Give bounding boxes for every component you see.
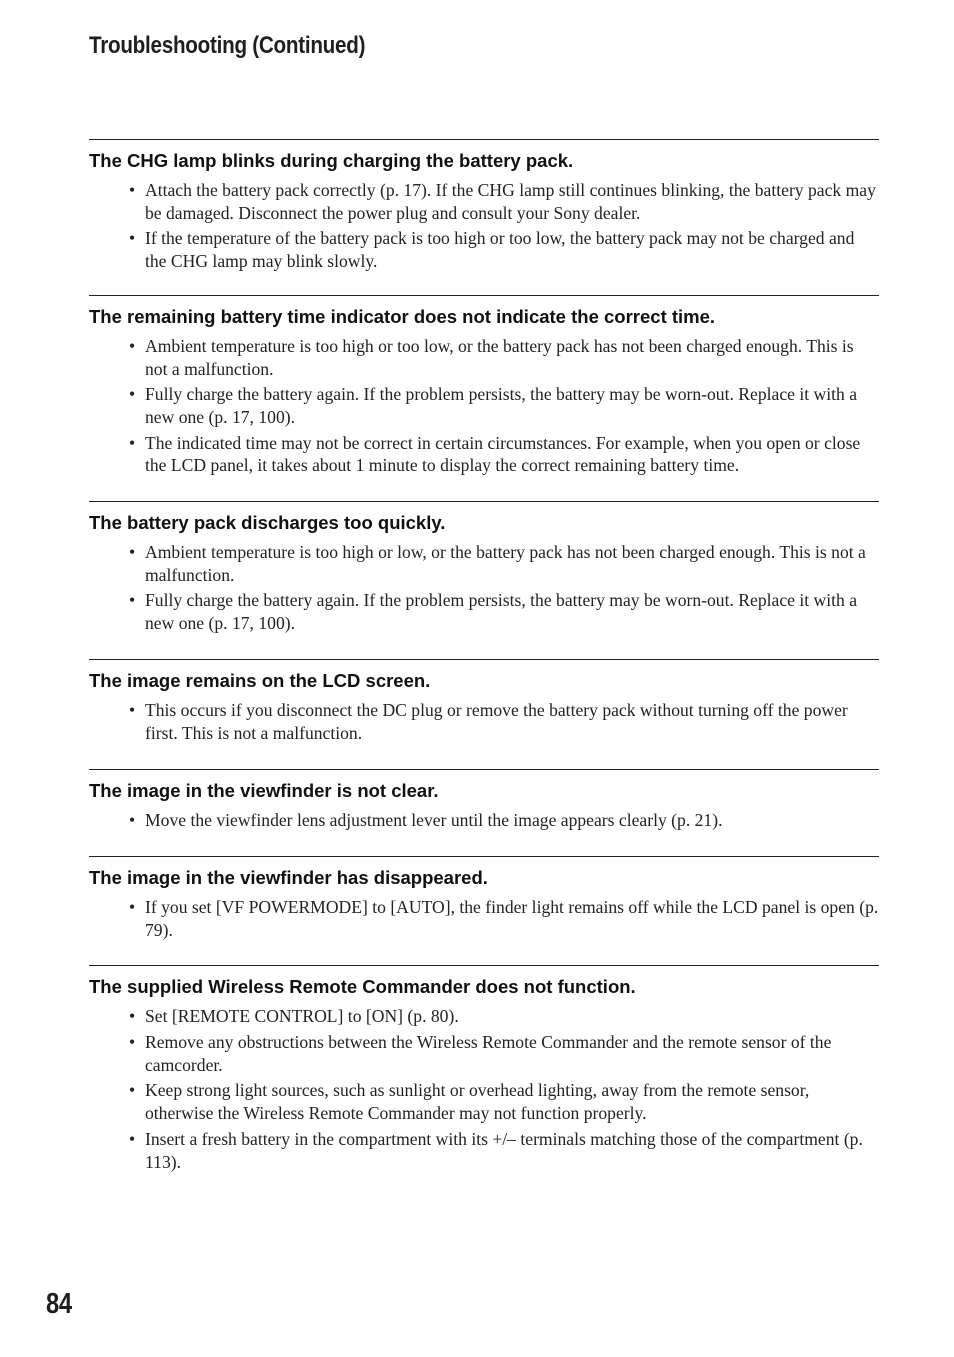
bullet-icon: • bbox=[129, 1032, 136, 1053]
section-title: The remaining battery time indicator does not indicate the correct time. bbox=[89, 305, 716, 327]
page-number: 84 bbox=[46, 1288, 72, 1320]
bullet-icon: • bbox=[129, 228, 136, 249]
section-title: The image in the viewfinder has disappeared. bbox=[89, 866, 488, 888]
list-item bbox=[89, 335, 879, 380]
list-item bbox=[89, 699, 879, 744]
section-viewfinder-not-clear bbox=[89, 769, 879, 832]
section-title: The CHG lamp blinks during charging the battery pack. bbox=[89, 150, 574, 171]
item-text: Attach the battery pack correctly (p. 17). If the CHG lamp still continues blinking, the battery pack may be damaged. Disconnect the power plug and consult your Sony dealer. bbox=[145, 180, 876, 223]
item-text: Ambient temperature is too high or low, or the battery pack has not been charged enough. This is not a malfunction. bbox=[145, 542, 866, 585]
bullet-icon: • bbox=[129, 590, 136, 611]
list-item bbox=[89, 541, 879, 586]
item-list bbox=[89, 896, 879, 941]
item-text: Remove any obstructions between the Wireless Remote Commander and the remote sensor of the camcorder. bbox=[145, 1032, 832, 1075]
list-item bbox=[89, 809, 879, 832]
list-item bbox=[89, 1079, 879, 1124]
item-text: If you set [VF POWERMODE] to [AUTO], the finder light remains off while the LCD panel is open (p. 79). bbox=[145, 896, 879, 940]
item-text: Ambient temperature is too high or too low, or the battery pack has not been charged enough. This is not a malfunction. bbox=[145, 335, 854, 379]
bullet-icon: • bbox=[129, 810, 136, 831]
bullet-icon: • bbox=[129, 1080, 136, 1101]
troubleshooting-content bbox=[89, 139, 879, 1176]
list-item bbox=[89, 1005, 879, 1028]
list-item bbox=[89, 1031, 879, 1076]
bullet-icon: • bbox=[129, 1006, 136, 1027]
bullet-icon: • bbox=[129, 384, 136, 405]
item-list bbox=[89, 335, 879, 477]
section-viewfinder-disappeared bbox=[89, 856, 879, 941]
item-text: Set [REMOTE CONTROL] to [ON] (p. 80). bbox=[145, 1006, 459, 1027]
list-item bbox=[89, 896, 879, 941]
item-list bbox=[89, 179, 879, 273]
section-image-remains-lcd bbox=[89, 659, 879, 744]
item-list bbox=[89, 809, 879, 832]
section-remote-commander bbox=[89, 965, 879, 1173]
list-item bbox=[89, 227, 879, 272]
section-title: The image remains on the LCD screen. bbox=[89, 669, 431, 691]
item-list bbox=[89, 541, 879, 635]
bullet-icon: • bbox=[129, 896, 136, 917]
bullet-icon: • bbox=[129, 1128, 136, 1149]
item-text: If the temperature of the battery pack is too high or too low, the battery pack may not be charged and the CHG lamp may blink slowly. bbox=[145, 228, 855, 272]
section-chg-lamp-blinks bbox=[89, 139, 879, 273]
section-remaining-battery-indicator bbox=[89, 295, 879, 477]
list-item bbox=[89, 179, 879, 224]
item-text: Move the viewfinder lens adjustment lever until the image appears clearly (p. 21). bbox=[145, 810, 723, 831]
list-item bbox=[89, 1128, 879, 1173]
page-header-title: Troubleshooting (Continued) bbox=[89, 32, 366, 59]
item-list bbox=[89, 1005, 879, 1173]
list-item bbox=[89, 432, 879, 477]
section-battery-discharges-quickly bbox=[89, 501, 879, 635]
item-text: This occurs if you disconnect the DC plug or remove the battery pack without turning off the power first. This is not a malfunction. bbox=[145, 699, 848, 743]
item-text: Keep strong light sources, such as sunlight or overhead lighting, away from the remote sensor, otherwise the Wireless Remote Commander may not function properly. bbox=[145, 1080, 810, 1124]
item-text: Fully charge the battery again. If the problem persists, the battery may be worn-out. Replace it with a new one (p. 17, 100). bbox=[145, 590, 858, 634]
section-title: The supplied Wireless Remote Commander does not function. bbox=[89, 976, 636, 998]
section-title: The battery pack discharges too quickly. bbox=[89, 512, 446, 534]
item-list bbox=[89, 699, 879, 744]
bullet-icon: • bbox=[129, 542, 136, 563]
item-text: The indicated time may not be correct in certain circumstances. For example, when you open or close the LCD panel, it takes about 1 minute to display the correct remaining battery time. bbox=[145, 432, 861, 476]
list-item bbox=[89, 383, 879, 428]
bullet-icon: • bbox=[129, 699, 136, 720]
bullet-icon: • bbox=[129, 432, 136, 453]
section-title: The image in the viewfinder is not clear. bbox=[89, 780, 439, 802]
bullet-icon: • bbox=[129, 335, 136, 356]
item-text: Insert a fresh battery in the compartment with its +/– terminals matching those of the compartment (p. 113). bbox=[145, 1128, 863, 1172]
item-text: Fully charge the battery again. If the problem persists, the battery may be worn-out. Replace it with a new one (p. 17, 100). bbox=[145, 384, 858, 427]
bullet-icon: • bbox=[129, 180, 136, 200]
list-item bbox=[89, 589, 879, 634]
